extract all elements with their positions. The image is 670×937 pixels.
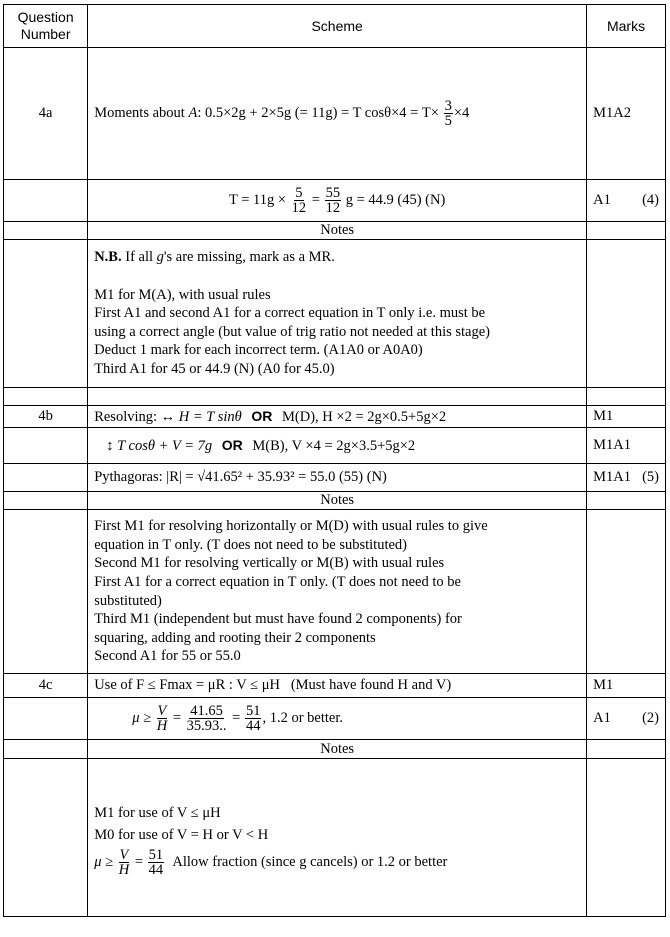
note-frac2-num: 51 [148,847,164,863]
q4a-notes [88,240,587,388]
tension-rhs: g = 44.9 (45) (N) [345,191,446,208]
mu-fraction-1 [156,704,168,733]
tension-frac2-num: 55 [325,185,341,201]
q4b-mark-1: M1 [587,406,666,428]
resolving-v: ↕ T cosθ + V = 7g [106,437,213,454]
tension-fraction-1 [291,186,308,215]
q4b-notes-row [4,510,666,674]
q4b-note-2: Second M1 for resolving vertically or M(B) with usual rules [94,555,445,572]
q4a-mark-1: M1A2 [587,48,666,180]
note-frac1-den: H [118,862,130,878]
q4c-mu-cell: μ ≥ $\frac{V}{H}$ = $\frac{41.65}{35.93..}$ = $\frac{51}{44}$ , 1.2 or better. [88,698,587,740]
q4b-total: (5) [642,469,659,485]
q4c-total: (2) [642,710,659,726]
q4b-pythagoras-row [4,464,666,492]
mu-fraction-2 [186,704,228,733]
tension-frac1-den: 12 [291,200,307,216]
q4b-horizontal-row [4,406,666,428]
mu-rhs: , 1.2 or better. [262,709,343,726]
q4b-mark-3: M1A1 [593,469,631,485]
q4b-vertical-row [4,428,666,464]
question-number-4b: 4b [4,406,88,428]
moments-point: A [188,104,198,121]
note-frac2-den: 44 [148,862,164,878]
q4c-mark-1: M1 [587,674,666,698]
q4a-tension-row [4,180,666,222]
q4a-notes-row [4,240,666,388]
alt-moment-b: M(B), V ×4 = 2g×3.5+5g×2 [252,437,416,454]
tension-lhs: T = 11g × [228,191,287,208]
q4c-notes [88,759,587,917]
moments-fraction [444,99,453,128]
note-mu-lhs: μ ≥ [94,853,114,870]
q4c-use-of-row [4,674,666,698]
q4b-pythagoras-cell [88,464,587,492]
moments-lhs: : 0.5×2g + 2×5g (= 11g) = T cosθ×4 = T× [197,104,439,121]
q4c-notes-header-row [4,740,666,759]
mu-lhs: μ ≥ [132,709,152,726]
q4a-notes-title: Notes [88,222,587,240]
pythagoras-expr: |R| = √41.65² + 35.93² = 55.0 (55) (N) [166,469,387,485]
mu-frac3-den: 44 [245,718,261,734]
pythagoras-label: Pythagoras: [94,469,163,485]
moments-tail: ×4 [453,104,470,121]
q4a-total: (4) [642,192,659,208]
q4a-mark-2: A1 [593,192,611,208]
q4b-notes [88,510,587,674]
q4c-note-3-text: Allow fraction (since g cancels) or 1.2 or better [172,853,448,870]
use-of-condition: Use of F ≤ Fmax = μR : V ≤ μH [94,677,280,693]
resolving-label: Resolving: [94,408,158,425]
or-label-2: OR [221,436,243,453]
mu-frac2-num: 41.65 [190,703,223,719]
must-have-note: (Must have found H and V) [290,677,452,693]
q4c-notes-title: Notes [88,740,587,759]
moments-frac-num: 3 [444,98,452,114]
question-number-4a: 4a [4,48,88,180]
tension-frac1-num: 5 [295,185,303,201]
q4a-note-3: First A1 and second A1 for a correct equation in T only i.e. must be [94,305,486,322]
mu-frac1-num: V [157,703,167,719]
q4c-note-1: M1 for use of V ≤ μH [94,805,221,821]
q4a-note-2: M1 for M(A), with usual rules [94,286,271,303]
q4b-vertical-cell [88,428,587,464]
q4a-tension-cell [88,180,587,222]
q4b-notes-title: Notes [88,492,587,510]
question-number-4c: 4c [4,674,88,698]
q4b-note-4: substituted) [94,592,162,609]
q4c-mark-2: A1 [593,710,611,726]
q4b-horizontal-cell [88,406,587,428]
question-number-header: Question Number [4,5,88,48]
alt-moment-d: M(D), H ×2 = 2g×0.5+5g×2 [282,408,447,425]
q4b-notes-header-row [4,492,666,510]
tension-eq: = [311,191,320,208]
tension-frac2-den: 12 [325,200,341,216]
q4c-note-3: μ ≥ $\frac{V}{H}$ = $\frac{51}{44}$ Allow fraction (since g cancels) or 1.2 or better [94,847,448,878]
moments-frac-den: 5 [444,113,452,129]
q4a-note-4: using a correct angle (but value of trig ratio not needed at this stage) [94,323,490,340]
note-mu-fraction-1 [118,848,130,877]
q4b-mark-2: M1A1 [587,428,666,464]
or-label-1: OR [251,407,273,424]
q4b-note-6: squaring, adding and rooting their 2 components [94,629,376,646]
header-row [4,5,666,48]
mu-fraction-3 [245,704,262,733]
note-frac1-num: V [119,847,129,863]
q4c-note-2: M0 for use of V = H or V < H [94,827,269,843]
q4a-note-0: N.B. If all g's are missing, mark as a MR. [94,249,335,266]
q4b-note-5: Third M1 (independent but must have found 2 components) for [94,611,462,628]
tension-fraction-2 [325,186,342,215]
mu-frac3-num: 51 [245,703,261,719]
q4b-note-0: First M1 for resolving horizontally or M(D) with usual rules to give [94,518,488,535]
q4b-note-3: First A1 for a correct equation in T only. (T does not need to be [94,573,461,590]
q4c-notes-row [4,759,666,917]
moments-label: Moments about [94,104,185,121]
q4a-moments-cell [88,48,587,180]
mu-frac1-den: H [156,718,168,734]
q4a-moments-row [4,48,666,180]
mark-scheme-table [3,4,666,917]
q4a-note-5: Deduct 1 mark for each incorrect term. (A1A0 or A0A0) [94,342,423,359]
marks-header: Marks [587,5,666,48]
q4a-note-1 [94,267,580,286]
q4a-notes-header-row [4,222,666,240]
q4c-mu-row [4,698,666,740]
note-mu-fraction-2 [148,848,165,877]
scheme-header: Scheme [88,5,587,48]
resolving-h: ↔ H = T sinθ [160,408,242,425]
q4a-note-6: Third A1 for 45 or 44.9 (N) (A0 for 45.0) [94,360,335,377]
mu-frac2-den: 35.93.. [186,718,227,734]
spacer-row [4,388,666,406]
q4b-note-1: equation in T only. (T does not need to be substituted) [94,536,407,553]
q4c-use-of-cell [88,674,587,698]
q4b-note-7: Second A1 for 55 or 55.0 [94,648,241,665]
